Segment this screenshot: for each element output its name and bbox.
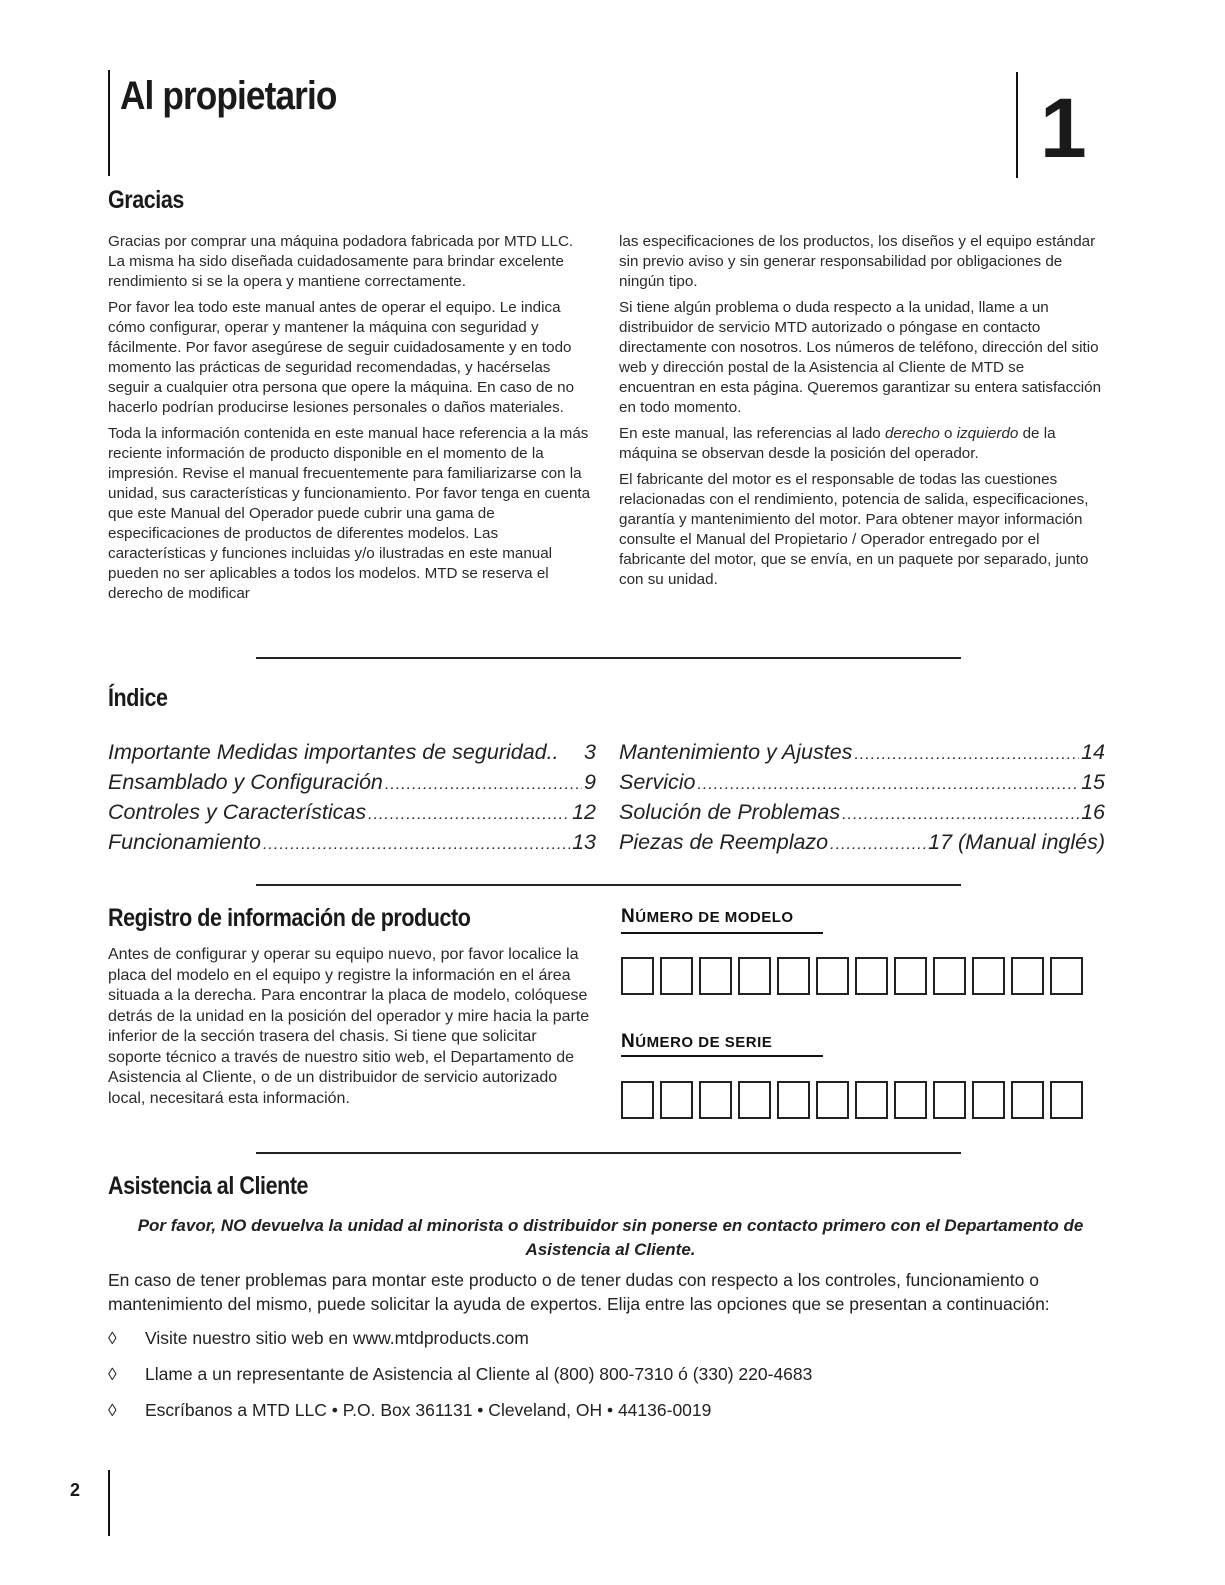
thanks-paragraph: Por favor lea todo este manual antes de operar el equipo. Le indica cómo configurar, operar y mantener la máquina con seguridad y fácilmente. Por favor asegúrese de seguir cuidadosamente y en todo momento las prácticas de seguridad recomendadas, y hacérselas seguir a cualquier otra persona que opere la máquina. En caso de no hacerlo podrían producirse lesiones personales o daños materiales.: [108, 299, 575, 416]
thanks-paragraph: Si tiene algún problema o duda respecto a la unidad, llame a un distribuidor de servicio MTD autorizado o póngase en contacto directamente con nosotros. Los números de teléfono, dirección del sitio web y dirección postal de la Asistencia al Cliente de MTD se encuentran en esta página. Queremos garantizar su entera satisfacción en todo momento.: [619, 299, 1102, 416]
model-number-box[interactable]: [621, 957, 654, 995]
serial-number-box[interactable]: [855, 1081, 888, 1119]
support-option: ◊ Visite nuestro sitio web en www.mtdproducts.com: [108, 1328, 529, 1348]
thanks-paragraph: Gracias por comprar una máquina podadora fabricada por MTD LLC. La misma ha sido diseñada cuidadosamente para brindar excelente rendimiento si se la opera y mantiene correctamente.: [108, 233, 574, 290]
support-heading: Asistencia al Cliente: [108, 1172, 309, 1200]
registration-body: Antes de configurar y operar su equipo nuevo, por favor localice la placa del modelo en el equipo y registre la información en el área situada a la derecha. Para encontrar la placa de modelo, colóquese detrás de la unidad en la posición del operador y mire hacia la parte inferior de la sección trasera del chasis. Si tiene que solicitar soporte técnico a través de nuestro sitio web, el Departamento de Asistencia al Cliente, o de un distribuidor de servicio autorizado local, necesitará esta información.: [108, 946, 590, 1107]
model-number-box[interactable]: [660, 957, 693, 995]
serial-number-box[interactable]: [1050, 1081, 1083, 1119]
chapter-rule: [1016, 72, 1018, 178]
toc-entry[interactable]: Controles y Características ..... 12: [108, 800, 596, 830]
toc-entry[interactable]: Ensamblado y Configuración ..... 9: [108, 770, 596, 800]
serial-number-box[interactable]: [777, 1081, 810, 1119]
page-number: 2: [70, 1480, 81, 1500]
toc-entry[interactable]: Piezas de Reemplazo ..... 17 (Manual inglés): [619, 830, 1105, 860]
model-number-box[interactable]: [777, 957, 810, 995]
thanks-paragraph: las especificaciones de los productos, los diseños y el equipo estándar sin previo aviso y sin generar responsabilidad por obligaciones de ningún tipo.: [619, 233, 1096, 290]
support-body: En caso de tener problemas para montar este producto o de tener dudas con respecto a los controles, funcionamiento o mantenimiento del mismo, puede solicitar la ayuda de expertos. Elija entre las opciones que se presentan a continuación:: [108, 1270, 1050, 1314]
model-number-box[interactable]: [1050, 957, 1083, 995]
serial-number-box[interactable]: [699, 1081, 732, 1119]
model-number-box[interactable]: [855, 957, 888, 995]
model-number-underline: [621, 932, 823, 934]
thanks-paragraph: En este manual, las referencias al lado derecho o izquierdo de la máquina se observan desde la posición del operador.: [619, 425, 1056, 462]
toc-entry[interactable]: Servicio ..... 15: [619, 770, 1105, 800]
toc-entry[interactable]: Mantenimiento y Ajustes ..... 14: [619, 740, 1105, 770]
model-number-label: NÚMERO DE MODELO: [621, 906, 794, 927]
support-notice: Por favor, NO devuelva la unidad al minorista o distribuidor sin ponerse en contacto primero con el Departamento de Asistencia al Cliente.: [137, 1216, 1084, 1259]
toc-entry[interactable]: Solución de Problemas ..... 16: [619, 800, 1105, 830]
serial-number-box[interactable]: [621, 1081, 654, 1119]
thanks-left-column: [108, 232, 593, 610]
thanks-heading: Gracias: [108, 186, 184, 214]
serial-number-box[interactable]: [894, 1081, 927, 1119]
model-number-box[interactable]: [972, 957, 1005, 995]
thanks-right-column: [619, 232, 1104, 596]
thanks-paragraph: Toda la información contenida en este manual hace referencia a la más reciente información de producto disponible en el momento de la impresión. Revise el manual frecuentemente para familiarizarse con la unidad, sus características y funcionamiento. Por favor tenga en cuenta que este Manual del Operador puede cubrir una gama de especificaciones de productos de diferentes modelos. Las características y funciones incluidas y/o ilustradas en este manual pueden no ser aplicables a todos los modelos. MTD se reserva el derecho de modificar: [108, 425, 591, 602]
serial-number-box[interactable]: [660, 1081, 693, 1119]
section-divider: [256, 1152, 961, 1154]
toc-entry[interactable]: Importante Medidas importantes de seguridad.. 3: [108, 740, 596, 764]
serial-number-box[interactable]: [738, 1081, 771, 1119]
model-number-boxes: [621, 957, 1083, 995]
toc-entry[interactable]: Funcionamiento ..... 13: [108, 830, 596, 860]
toc-right-column: [619, 740, 1105, 860]
support-option: ◊ Llame a un representante de Asistencia al Cliente al (800) 800-7310 ó (330) 220-4683: [108, 1364, 813, 1384]
serial-number-box[interactable]: [1011, 1081, 1044, 1119]
title-rule: [108, 70, 110, 176]
footer-rule: [108, 1470, 110, 1536]
diamond-bullet-icon: ◊: [108, 1400, 117, 1420]
page-title: Al propietario: [120, 74, 337, 118]
model-number-box[interactable]: [699, 957, 732, 995]
serial-number-box[interactable]: [972, 1081, 1005, 1119]
model-number-box[interactable]: [816, 957, 849, 995]
section-divider: [256, 657, 961, 659]
section-divider: [256, 884, 961, 886]
serial-number-boxes: [621, 1081, 1083, 1119]
thanks-paragraph: El fabricante del motor es el responsable de todas las cuestiones relacionadas con el rendimiento, potencia de salida, especificaciones, garantía y mantenimiento del motor. Para obtener mayor información consulte el Manual del Propietario / Operador entregado por el fabricante del motor, que se envía, en un paquete por separado, junto con su unidad.: [619, 471, 1089, 588]
support-option: ◊ Escríbanos a MTD LLC • P.O. Box 361131 • Cleveland, OH • 44136-0019: [108, 1400, 712, 1420]
diamond-bullet-icon: ◊: [108, 1364, 117, 1384]
serial-number-label: NÚMERO DE SERIE: [621, 1031, 773, 1052]
chapter-number: 1: [1040, 81, 1087, 175]
model-number-box[interactable]: [894, 957, 927, 995]
model-number-box[interactable]: [738, 957, 771, 995]
toc-left-column: [108, 740, 596, 860]
model-number-box[interactable]: [933, 957, 966, 995]
serial-number-box[interactable]: [816, 1081, 849, 1119]
diamond-bullet-icon: ◊: [108, 1328, 117, 1348]
toc-heading: Índice: [108, 684, 168, 712]
model-number-box[interactable]: [1011, 957, 1044, 995]
serial-number-underline: [621, 1055, 823, 1057]
registration-heading: Registro de información de producto: [108, 904, 471, 932]
serial-number-box[interactable]: [933, 1081, 966, 1119]
